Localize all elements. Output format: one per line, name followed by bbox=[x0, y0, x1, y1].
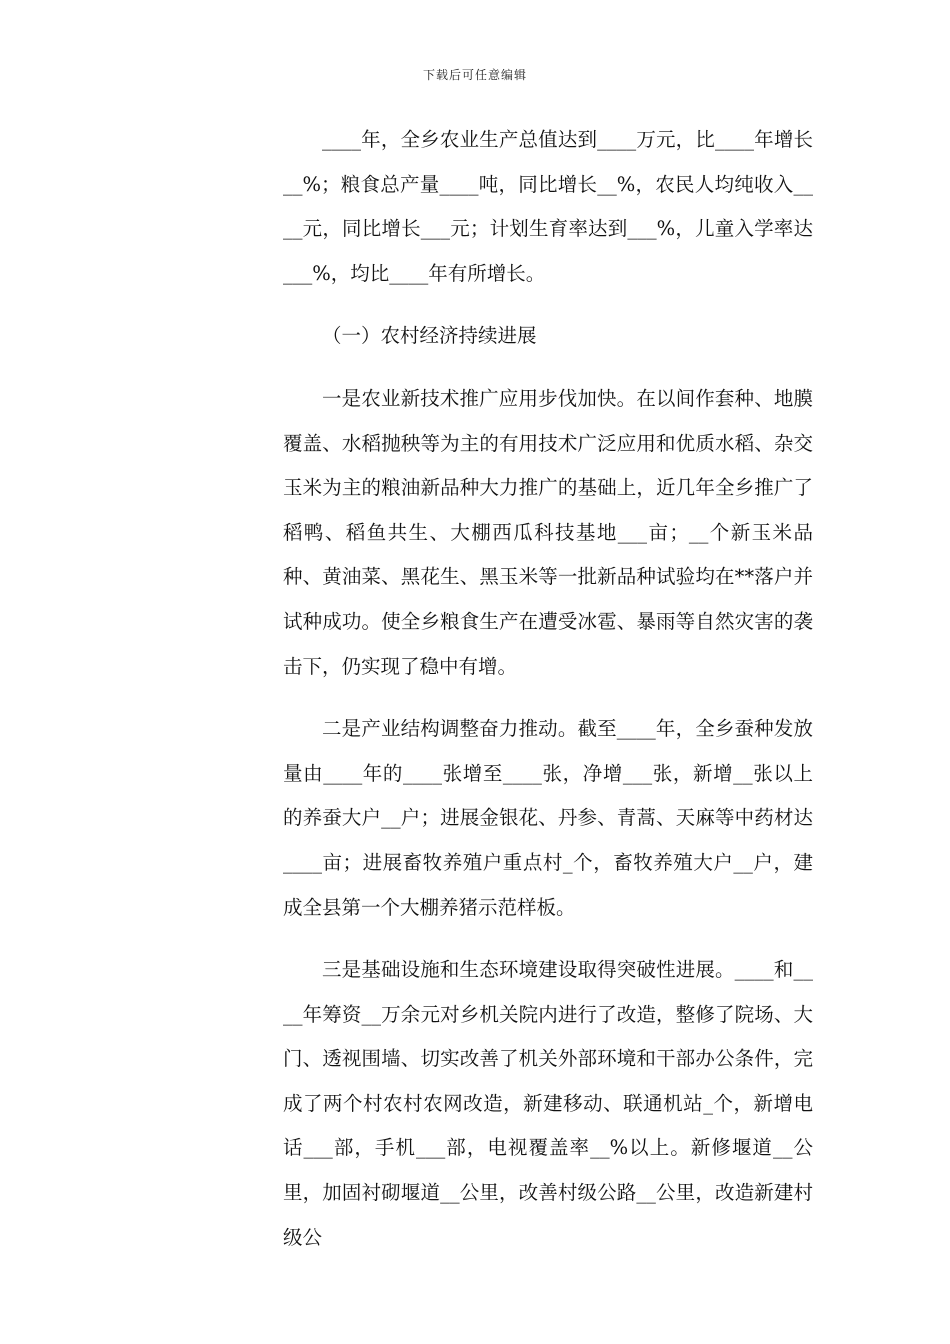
section-heading: （一）农村经济持续进展 bbox=[322, 324, 537, 348]
document-body bbox=[283, 118, 813, 1260]
page-header-note: 下载后可任意编辑 bbox=[422, 68, 527, 82]
paragraph-agri-tech: 一是农业新技术推广应用步伐加快。在以间作套种、地膜覆盖、水稻抛秧等为主的有用技术广泛应用和优质水稻、杂交玉米为主的粮油新品种大力推广的基础上，近几年全乡推广了稻鸭、稻鱼共生、大棚西瓜科技基地___亩；__个新玉米品种、黄油菜、黑花生、黑玉米等一批新品种试验均在**落户并试种成功。使全乡粮食生产在遭受冰雹、暴雨等自然灾害的袭击下，仍实现了稳中有增。 bbox=[283, 386, 813, 678]
paragraph-summary: ____年，全乡农业生产总值达到____万元，比____年增长__%；粮食总产量____吨，同比增长__%，农民人均纯收入____元，同比增长___元；计划生育率达到___%，儿童入学率达___%，均比____年有所增长。 bbox=[283, 128, 813, 285]
paragraph-infrastructure: 三是基础设施和生态环境建设取得突破性进展。____和____年筹资__万余元对乡机关院内进行了改造，整修了院场、大门、透视围墙、切实改善了机关外部环境和干部办公条件，完成了两个村农村农网改造，新建移动、联通机站_个，新增电话___部，手机___部，电视覆盖率__%以上。新修堰道__公里，加固衬砌堰道__公里，改善村级公路__公里，改造新建村级公 bbox=[283, 958, 813, 1249]
paragraph-industry-structure: 二是产业结构调整奋力推动。截至____年，全乡蚕种发放量由____年的____张增至____张，净增___张，新增__张以上的养蚕大户__户；进展金银花、丹参、青蒿、天麻等中药材达____亩；进展畜牧养殖户重点村_个，畜牧养殖大户__户，建成全县第一个大棚养猪示范样板。 bbox=[283, 717, 813, 919]
